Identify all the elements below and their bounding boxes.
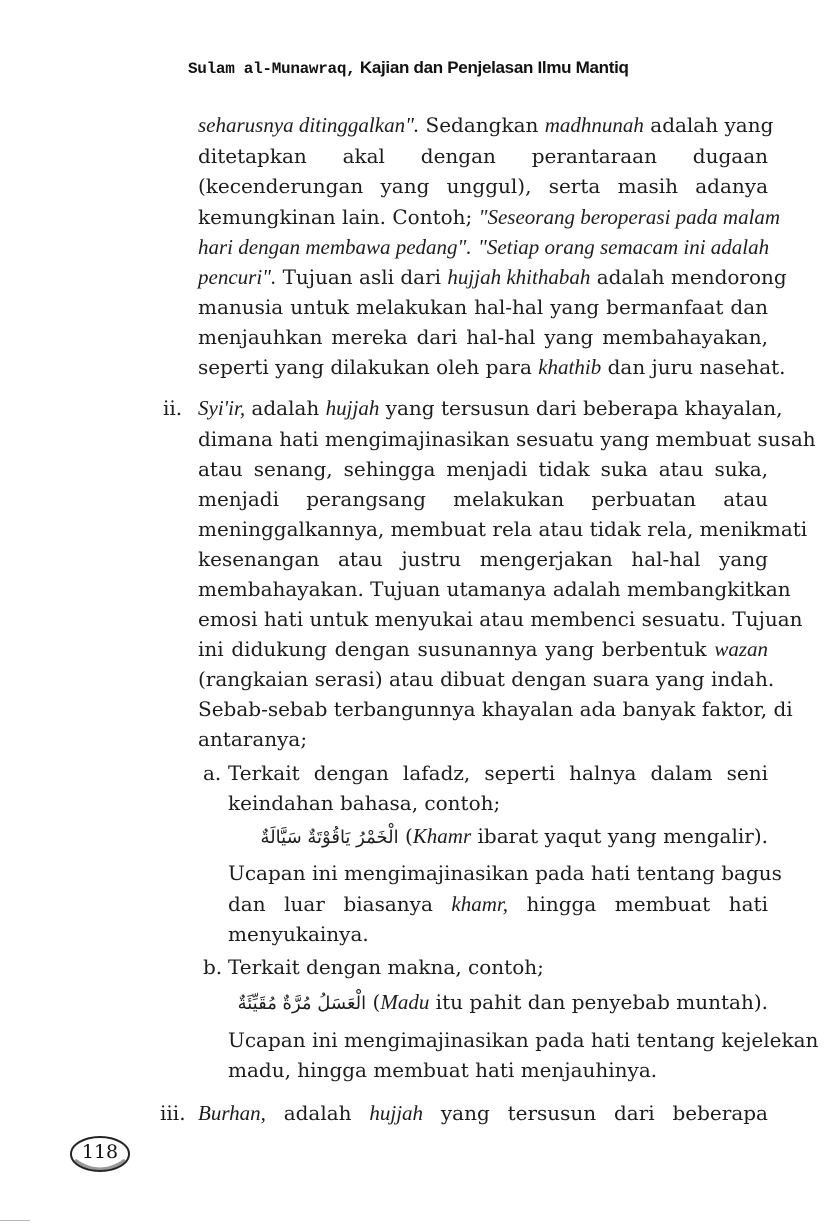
- list-marker: a.: [203, 761, 222, 785]
- text-line: meninggalkannya, membuat rela atau tidak rela, menikmati: [198, 517, 808, 541]
- text-line: menyukainya.: [228, 922, 369, 946]
- text-line: antaranya;: [198, 727, 308, 751]
- list-marker: b.: [203, 955, 223, 979]
- text-line: Ucapan ini mengimajinasikan pada hati tentang bagus: [228, 861, 782, 885]
- text-line: ditetapkan akal dengan perantaraan dugaan: [198, 144, 768, 168]
- page-number: 118: [81, 1141, 119, 1163]
- list-marker: ii.: [163, 396, 183, 420]
- text-line: dimana hati mengimajinasikan sesuatu yang membuat susah: [198, 427, 816, 451]
- text-line: menjadi perangsang melakukan perbuatan atau: [198, 487, 768, 511]
- text-line: seharusnya ditinggalkan". Sedangkan madhnunah adalah yang: [198, 113, 774, 137]
- text-line: (kecenderungan yang unggul), serta masih adanya: [198, 174, 768, 198]
- text-line: (rangkaian serasi) atau dibuat dengan suara yang indah.: [198, 667, 775, 691]
- text-line: madu, hingga membuat hati menjauhinya.: [228, 1058, 658, 1082]
- text-line: seperti yang dilakukan oleh para khathib dan juru nasehat.: [198, 355, 786, 379]
- arabic-text: الْخَمْرُ يَاقُوْتَةٌ سَيَّالَةٌ: [260, 827, 399, 848]
- text-line: keindahan bahasa, contoh;: [228, 791, 501, 815]
- arabic-example-line: الْخَمْرُ يَاقُوْتَةٌ سَيَّالَةٌ (Khamr ibarat yaqut yang mengalir).: [260, 824, 768, 848]
- text-line: Terkait dengan makna, contoh;: [228, 955, 544, 979]
- text-line: Burhan, adalah hujjah yang tersusun dari beberapa: [198, 1101, 768, 1125]
- text-line: Sebab-sebab terbangunnya khayalan ada banyak faktor, di: [198, 697, 793, 721]
- text-line: kesenangan atau justru mengerjakan hal-hal yang: [198, 547, 768, 571]
- text-line: membahayakan. Tujuan utamanya adalah membangkitkan: [198, 577, 791, 601]
- text-line: Syi'ir, adalah hujjah yang tersusun dari beberapa khayalan,: [198, 396, 783, 420]
- scan-artifact-line: [0, 1220, 30, 1221]
- text-line: pencuri". Tujuan asli dari hujjah khithabah adalah mendorong: [198, 265, 787, 289]
- text-line: hari dengan membawa pedang". "Setiap orang semacam ini adalah: [198, 235, 770, 259]
- running-header: [188, 58, 708, 78]
- text-line: dan luar biasanya khamr, hingga membuat hati: [228, 892, 768, 916]
- text-line: manusia untuk melakukan hal-hal yang bermanfaat dan: [198, 295, 768, 319]
- text-line: kemungkinan lain. Contoh; "Seseorang beroperasi pada malam: [198, 205, 781, 229]
- arabic-text: الْعَسَلُ مُرَّةٌ مُقَيِّئَةٌ: [237, 993, 367, 1014]
- text-line: ini didukung dengan susunannya yang berbentuk wazan: [198, 637, 768, 661]
- text-line: atau senang, sehingga menjadi tidak suka atau suka,: [198, 457, 768, 481]
- page-number-badge: [69, 1134, 131, 1174]
- header-title-part-1: Sulam al-Munawraq,: [188, 60, 356, 78]
- list-marker: iii.: [160, 1101, 186, 1125]
- arabic-example-line: الْعَسَلُ مُرَّةٌ مُقَيِّئَةٌ (Madu itu pahit dan penyebab muntah).: [237, 990, 768, 1014]
- text-line: emosi hati untuk menyukai atau membenci sesuatu. Tujuan: [198, 607, 803, 631]
- text-line: menjauhkan mereka dari hal-hal yang membahayakan,: [198, 325, 768, 349]
- text-line: Terkait dengan lafadz, seperti halnya dalam seni: [228, 761, 768, 785]
- text-line: Ucapan ini mengimajinasikan pada hati tentang kejelekan: [228, 1028, 819, 1052]
- header-title-part-2: Kajian dan Penjelasan Ilmu Mantiq: [355, 58, 629, 77]
